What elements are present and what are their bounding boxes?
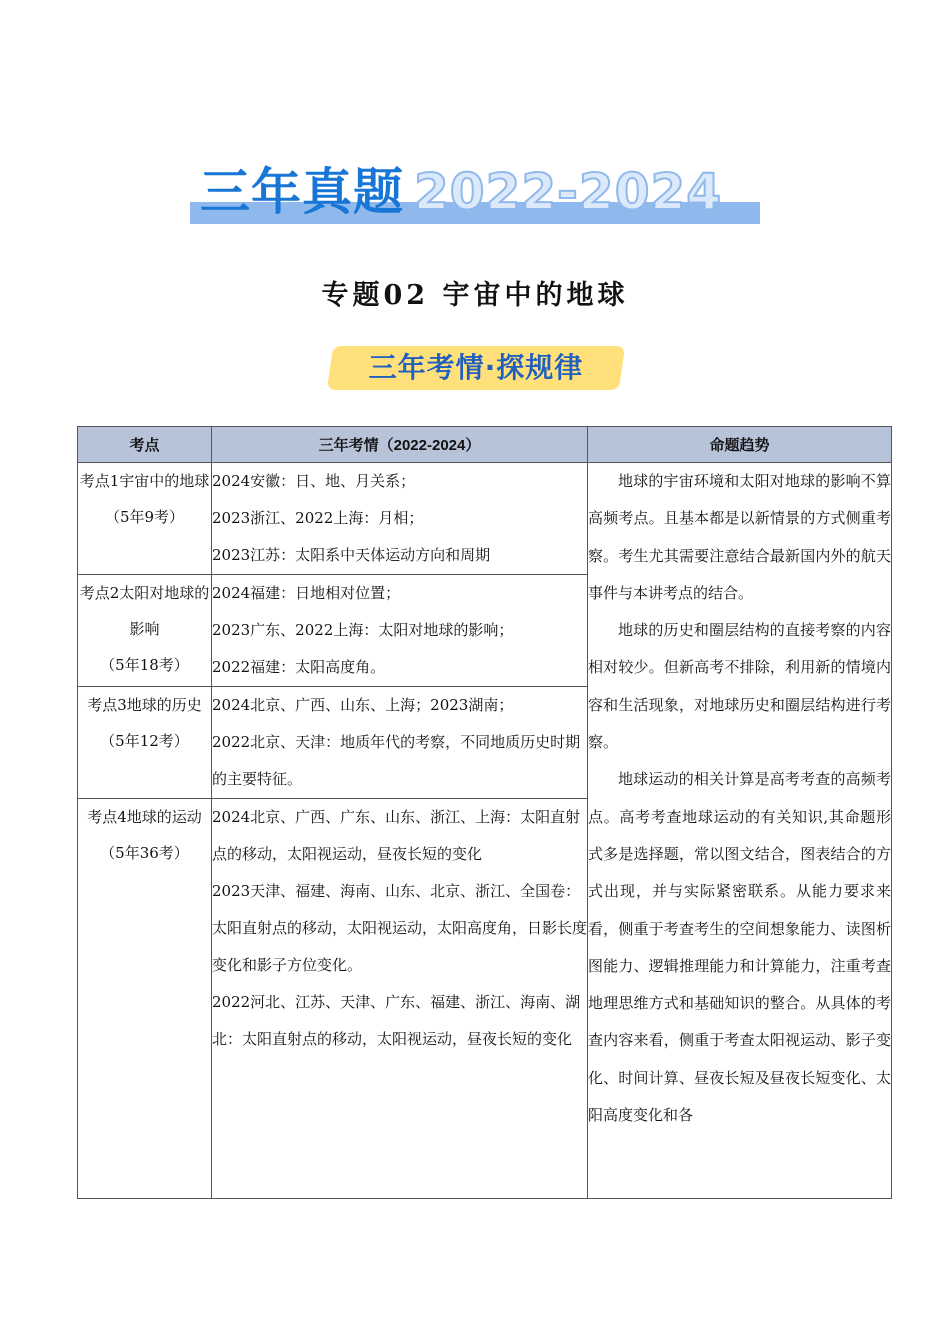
exams-cell [212, 463, 588, 575]
exam-line: 2022河北、江苏、天津、广东、福建、浙江、海南、湖北：太阳直射点的移动，太阳视运动，昼夜长短的变化 [212, 993, 581, 1048]
exams-cell [212, 799, 588, 1199]
exam-line: 2024安徽：日、地、月关系； [212, 472, 416, 490]
exam-line: 2024北京、广西、山东、上海；2023湖南； [212, 696, 514, 714]
section-subtitle-badge [327, 346, 625, 390]
topic-cell [78, 799, 212, 1199]
topic-count: （5年36考） [100, 844, 189, 862]
exam-line: 2023天津、福建、海南、山东、北京、浙江、全国卷：太阳直射点的移动，太阳视运动，太阳高度角，日影长度变化和影子方位变化。 [212, 882, 588, 974]
topic-label: 考点1宇宙中的地球 [79, 472, 210, 490]
banner-title [200, 162, 722, 222]
banner-title-years: 2022-2024 [414, 163, 723, 221]
exams-cell [212, 575, 588, 687]
exam-analysis-table [77, 426, 892, 1199]
banner [190, 162, 760, 226]
section-subtitle: 三年考情·探规律 [368, 351, 584, 384]
topic-cell [78, 463, 212, 575]
banner-title-main: 三年真题 [200, 163, 404, 221]
topic-label: 考点4地球的运动 [87, 808, 202, 826]
exam-line: 2022福建：太阳高度角。 [212, 658, 386, 676]
table-header-row [78, 427, 892, 463]
exam-line: 2022北京、天津：地质年代的考察，不同地质历史时期的主要特征。 [212, 733, 581, 788]
table-row [78, 463, 892, 575]
topic-count: （5年9考） [104, 508, 185, 526]
exam-line: 2024北京、广西、广东、山东、浙江、上海：太阳直射点的移动，太阳视运动，昼夜长短的变化 [212, 808, 581, 863]
trend-paragraph: 地球的宇宙环境和太阳对地球的影响不算高频考点。且基本都是以新情景的方式侧重考察。考生尤其需要注意结合最新国内外的航天事件与本讲考点的结合。 [588, 472, 891, 602]
trend-paragraph: 地球的历史和圈层结构的直接考察的内容相对较少。但新高考不排除，利用新的情境内容和生活现象，对地球历史和圈层结构进行考察。 [588, 621, 891, 752]
exam-line: 2023浙江、2022上海：月相； [212, 509, 424, 527]
trend-cell [588, 463, 892, 1199]
topic-label: 考点3地球的历史 [87, 696, 202, 714]
topic-cell [78, 687, 212, 799]
topic-count: （5年12考） [100, 732, 189, 750]
header-topic: 考点 [78, 427, 212, 463]
exam-line: 2023江苏：太阳系中天体运动方向和周期 [212, 546, 491, 564]
header-trend: 命题趋势 [588, 427, 892, 463]
exam-line: 2024福建：日地相对位置； [212, 584, 401, 602]
topic-count: （5年18考） [100, 656, 189, 674]
exam-line: 2023广东、2022上海：太阳对地球的影响； [212, 621, 514, 639]
topic-label: 考点2太阳对地球的影响 [79, 584, 210, 638]
page-title: 专题02 宇宙中的地球 [321, 280, 629, 311]
header-exams: 三年考情（2022-2024） [212, 427, 588, 463]
topic-cell [78, 575, 212, 687]
trend-paragraph: 地球运动的相关计算是高考考查的高频考点。高考考查地球运动的有关知识,其命题形式多是选择题，常以图文结合，图表结合的方式出现，并与实际紧密联系。从能力要求来看，侧重于考查考生的空间想象能力、读图析图能力、逻辑推理能力和计算能力，注重考查地理思维方式和基础知识的整合。从具体的考查内容来看，侧重于考查太阳视运动、影子变化、时间计算、昼夜长短及昼夜长短变化、太阳高度变化和各 [588, 770, 891, 1125]
exams-cell [212, 687, 588, 799]
